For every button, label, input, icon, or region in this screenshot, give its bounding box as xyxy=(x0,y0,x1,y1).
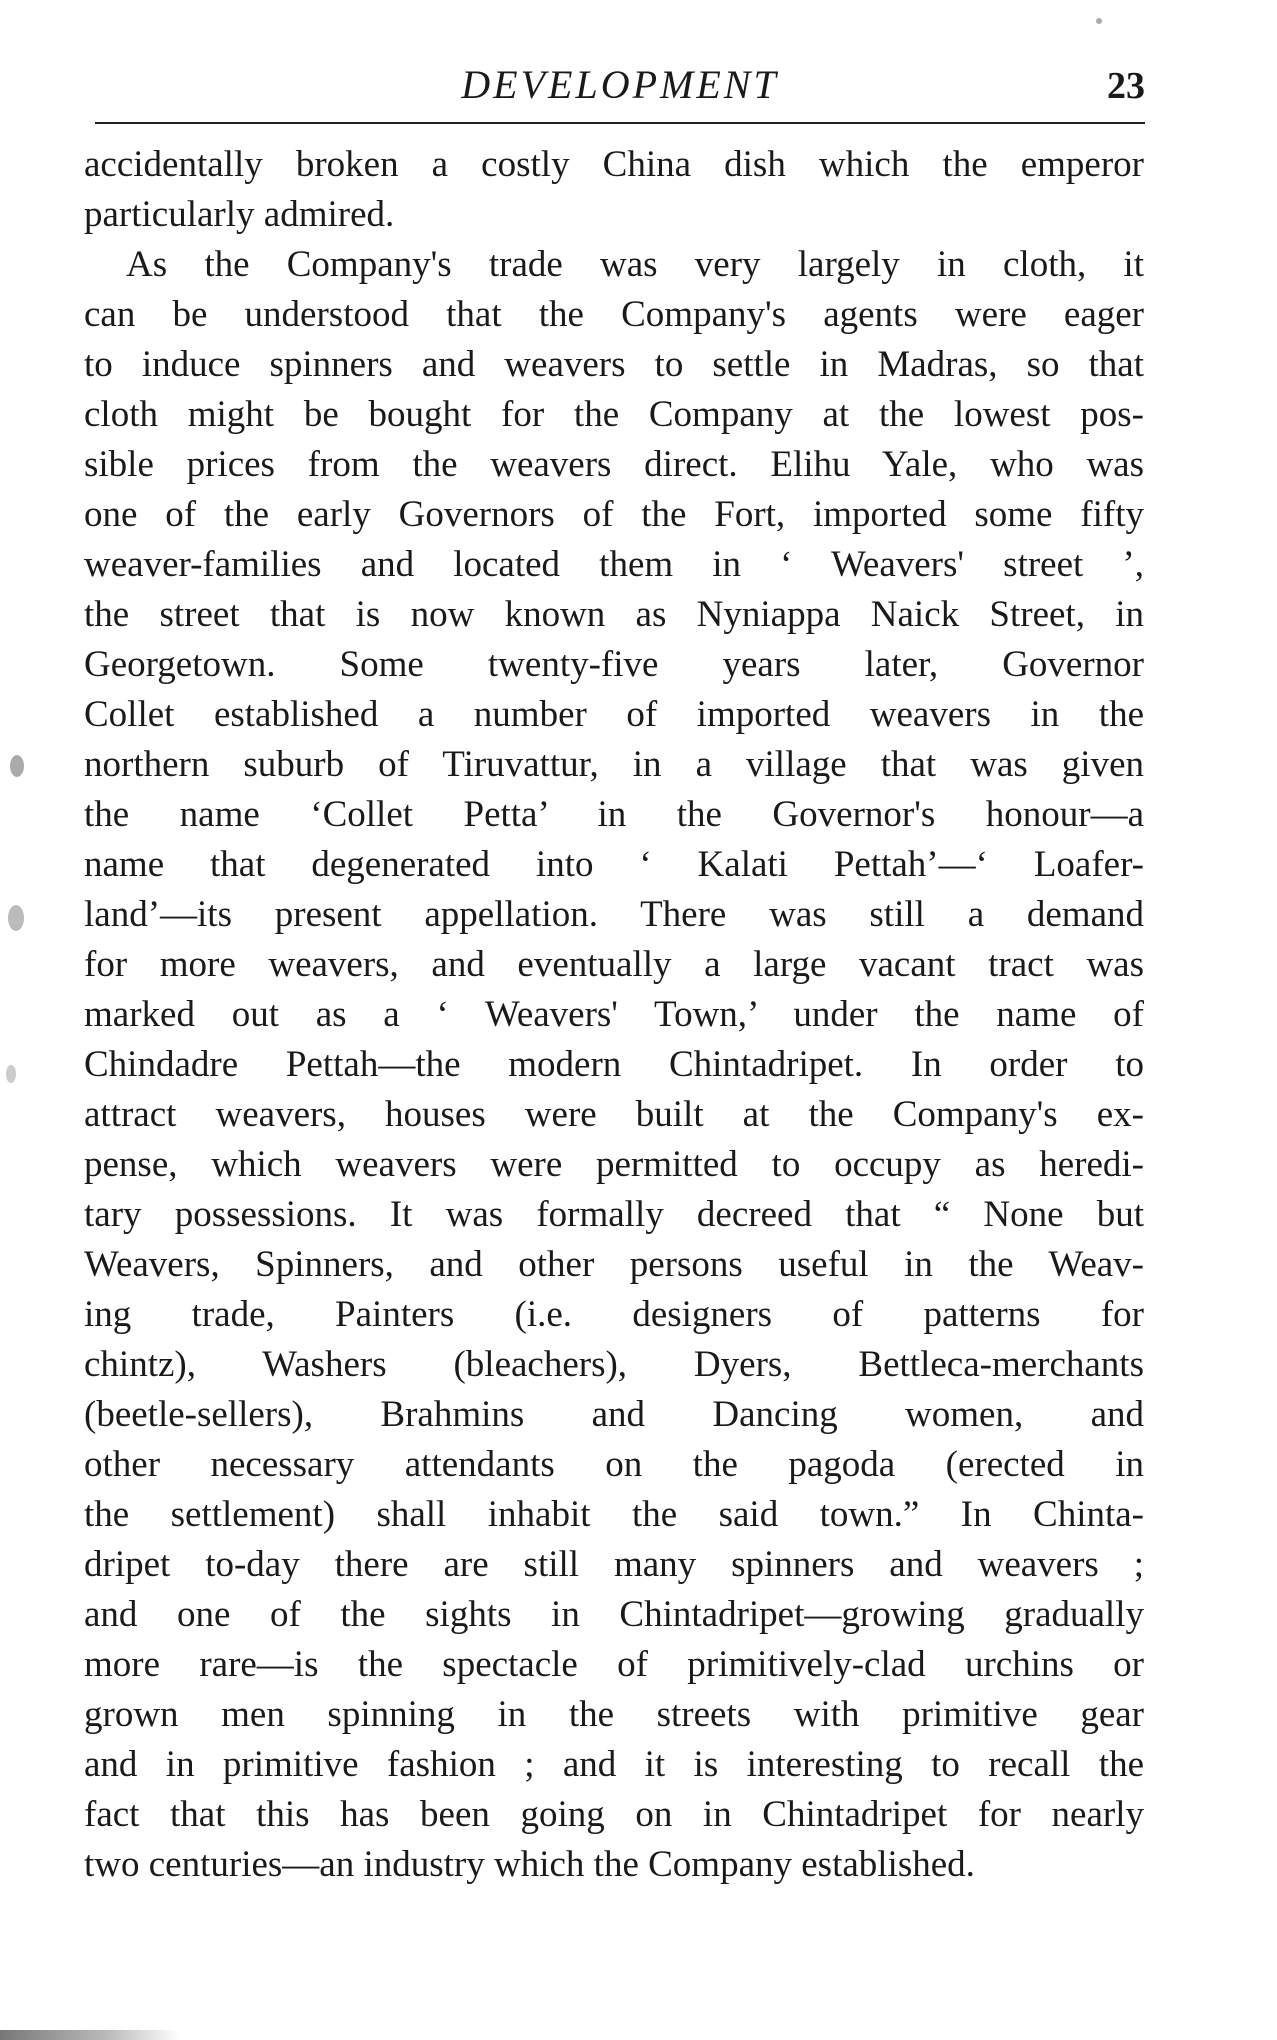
scan-speck xyxy=(1096,18,1102,24)
text-line: and in primitive fashion ; and it is interesting to recall the xyxy=(84,1744,1144,1785)
text-line: fact that this has been going on in Chintadripet for nearly xyxy=(84,1794,1144,1835)
text-line: to induce spinners and weavers to settle in Madras, so that xyxy=(84,344,1144,385)
text-line: particularly admired. xyxy=(84,194,395,235)
header-rule xyxy=(95,122,1145,124)
text-line: (beetle-sellers), Brahmins and Dancing women, and xyxy=(84,1394,1144,1435)
running-head xyxy=(95,60,1145,110)
text-line: dripet to-day there are still many spinners and weavers ; xyxy=(84,1544,1144,1585)
text-line: for more weavers, and eventually a large vacant tract was xyxy=(84,944,1144,985)
text-line: the name ‘Collet Petta’ in the Governor's honour—a xyxy=(84,794,1144,835)
text-line: Collet established a number of imported weavers in the xyxy=(84,694,1144,735)
text-line: weaver-families and located them in ‘ Weavers' street ’, xyxy=(84,544,1144,585)
text-line: As the Company's trade was very largely in cloth, it xyxy=(126,244,1144,285)
running-title: DEVELOPMENT xyxy=(461,62,779,107)
scan-speck xyxy=(10,755,24,777)
text-line: northern suburb of Tiruvattur, in a village that was given xyxy=(84,744,1144,785)
scan-speck xyxy=(6,1065,16,1083)
text-line: ing trade, Painters (i.e. designers of patterns for xyxy=(84,1294,1144,1335)
text-line: attract weavers, houses were built at the Company's ex- xyxy=(84,1094,1144,1135)
page-number: 23 xyxy=(1107,65,1145,107)
text-line: other necessary attendants on the pagoda (erected in xyxy=(84,1444,1144,1485)
text-line: the street that is now known as Nyniappa Naick Street, in xyxy=(84,594,1144,635)
text-line: chintz), Washers (bleachers), Dyers, Bettleca-merchants xyxy=(84,1344,1144,1385)
text-line: Weavers, Spinners, and other persons useful in the Weav- xyxy=(84,1244,1144,1285)
text-line: can be understood that the Company's agents were eager xyxy=(84,294,1144,335)
text-line: more rare—is the spectacle of primitively-clad urchins or xyxy=(84,1644,1144,1685)
text-line: name that degenerated into ‘ Kalati Pettah’—‘ Loafer- xyxy=(84,844,1144,885)
text-line: Georgetown. Some twenty-five years later, Governor xyxy=(84,644,1144,685)
text-line: tary possessions. It was formally decreed that “ None but xyxy=(84,1194,1144,1235)
text-line: sible prices from the weavers direct. Elihu Yale, who was xyxy=(84,444,1144,485)
text-line: one of the early Governors of the Fort, imported some fifty xyxy=(84,494,1144,535)
text-line: land’—its present appellation. There was still a demand xyxy=(84,894,1144,935)
text-line: two centuries—an industry which the Company established. xyxy=(84,1844,975,1885)
scan-speck xyxy=(8,905,24,931)
body-text xyxy=(84,140,1144,1890)
text-line: the settlement) shall inhabit the said town.” In Chinta- xyxy=(84,1494,1144,1535)
text-line: grown men spinning in the streets with primitive gear xyxy=(84,1694,1144,1735)
text-line: pense, which weavers were permitted to occupy as heredi- xyxy=(84,1144,1144,1185)
text-line: and one of the sights in Chintadripet—growing gradually xyxy=(84,1594,1144,1635)
text-line: accidentally broken a costly China dish which the emperor xyxy=(84,144,1144,185)
text-line: marked out as a ‘ Weavers' Town,’ under the name of xyxy=(84,994,1144,1035)
scan-edge xyxy=(0,2030,180,2040)
text-line: cloth might be bought for the Company at the lowest pos- xyxy=(84,394,1144,435)
text-line: Chindadre Pettah—the modern Chintadripet. In order to xyxy=(84,1044,1144,1085)
